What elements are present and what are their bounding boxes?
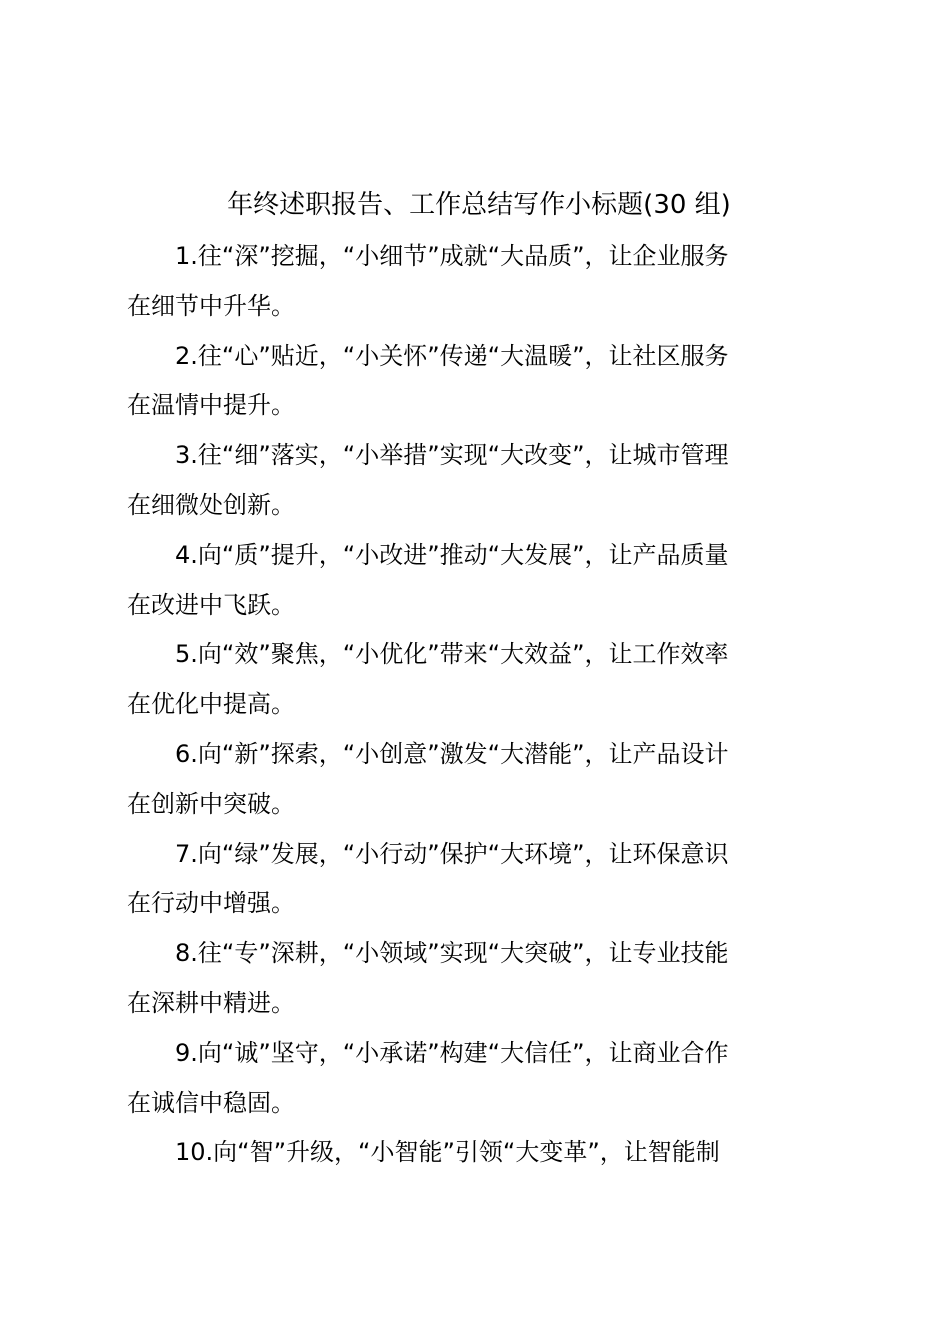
- list-item: [127, 431, 832, 531]
- item-line: 2.往“心”贴近，“小关怀”传递“大温暖”，让社区服务: [175, 341, 729, 370]
- item-line: 3.往“细”落实，“小举措”实现“大改变”，让城市管理: [175, 441, 729, 470]
- item-line: 在温情中提升。: [127, 391, 295, 420]
- item-line: 在诚信中稳固。: [127, 1088, 295, 1117]
- item-line: 8.往“专”深耕，“小领域”实现“大突破”，让专业技能: [175, 939, 729, 968]
- list-item: [127, 531, 832, 631]
- item-line: 6.向“新”探索，“小创意”激发“大潜能”，让产品设计: [175, 739, 729, 768]
- document-title: 年终述职报告、工作总结写作小标题(30 组): [227, 190, 731, 220]
- list-item: [127, 232, 832, 332]
- item-line: 在优化中提高。: [127, 690, 295, 719]
- item-line: 在细微处创新。: [127, 490, 295, 519]
- item-line: 1.往“深”挖掘，“小细节”成就“大品质”，让企业服务: [175, 242, 729, 270]
- list-item: [127, 630, 832, 730]
- item-line: 在深耕中精进。: [127, 988, 295, 1017]
- item-line: 7.向“绿”发展，“小行动”保护“大环境”，让环保意识: [175, 839, 729, 868]
- list-item: [127, 1128, 832, 1178]
- item-line: 10.向“智”升级，“小智能”引领“大变革”，让智能制: [175, 1138, 720, 1167]
- item-line: 5.向“效”聚焦，“小优化”带来“大效益”，让工作效率: [175, 640, 729, 669]
- list-item: [127, 830, 832, 930]
- list-item: [127, 1029, 832, 1129]
- item-line: 在行动中增强。: [127, 889, 295, 918]
- document-body: [127, 232, 832, 1178]
- item-line: 9.向“诚”坚守，“小承诺”构建“大信任”，让商业合作: [175, 1038, 729, 1067]
- item-line: 4.向“质”提升，“小改进”推动“大发展”，让产品质量: [175, 540, 729, 569]
- item-line: 在创新中突破。: [127, 789, 295, 818]
- list-item: [127, 929, 832, 1029]
- list-item: [127, 332, 832, 432]
- item-line: 在改进中飞跃。: [127, 590, 295, 619]
- list-item: [127, 730, 832, 830]
- item-line: 在细节中升华。: [127, 291, 295, 320]
